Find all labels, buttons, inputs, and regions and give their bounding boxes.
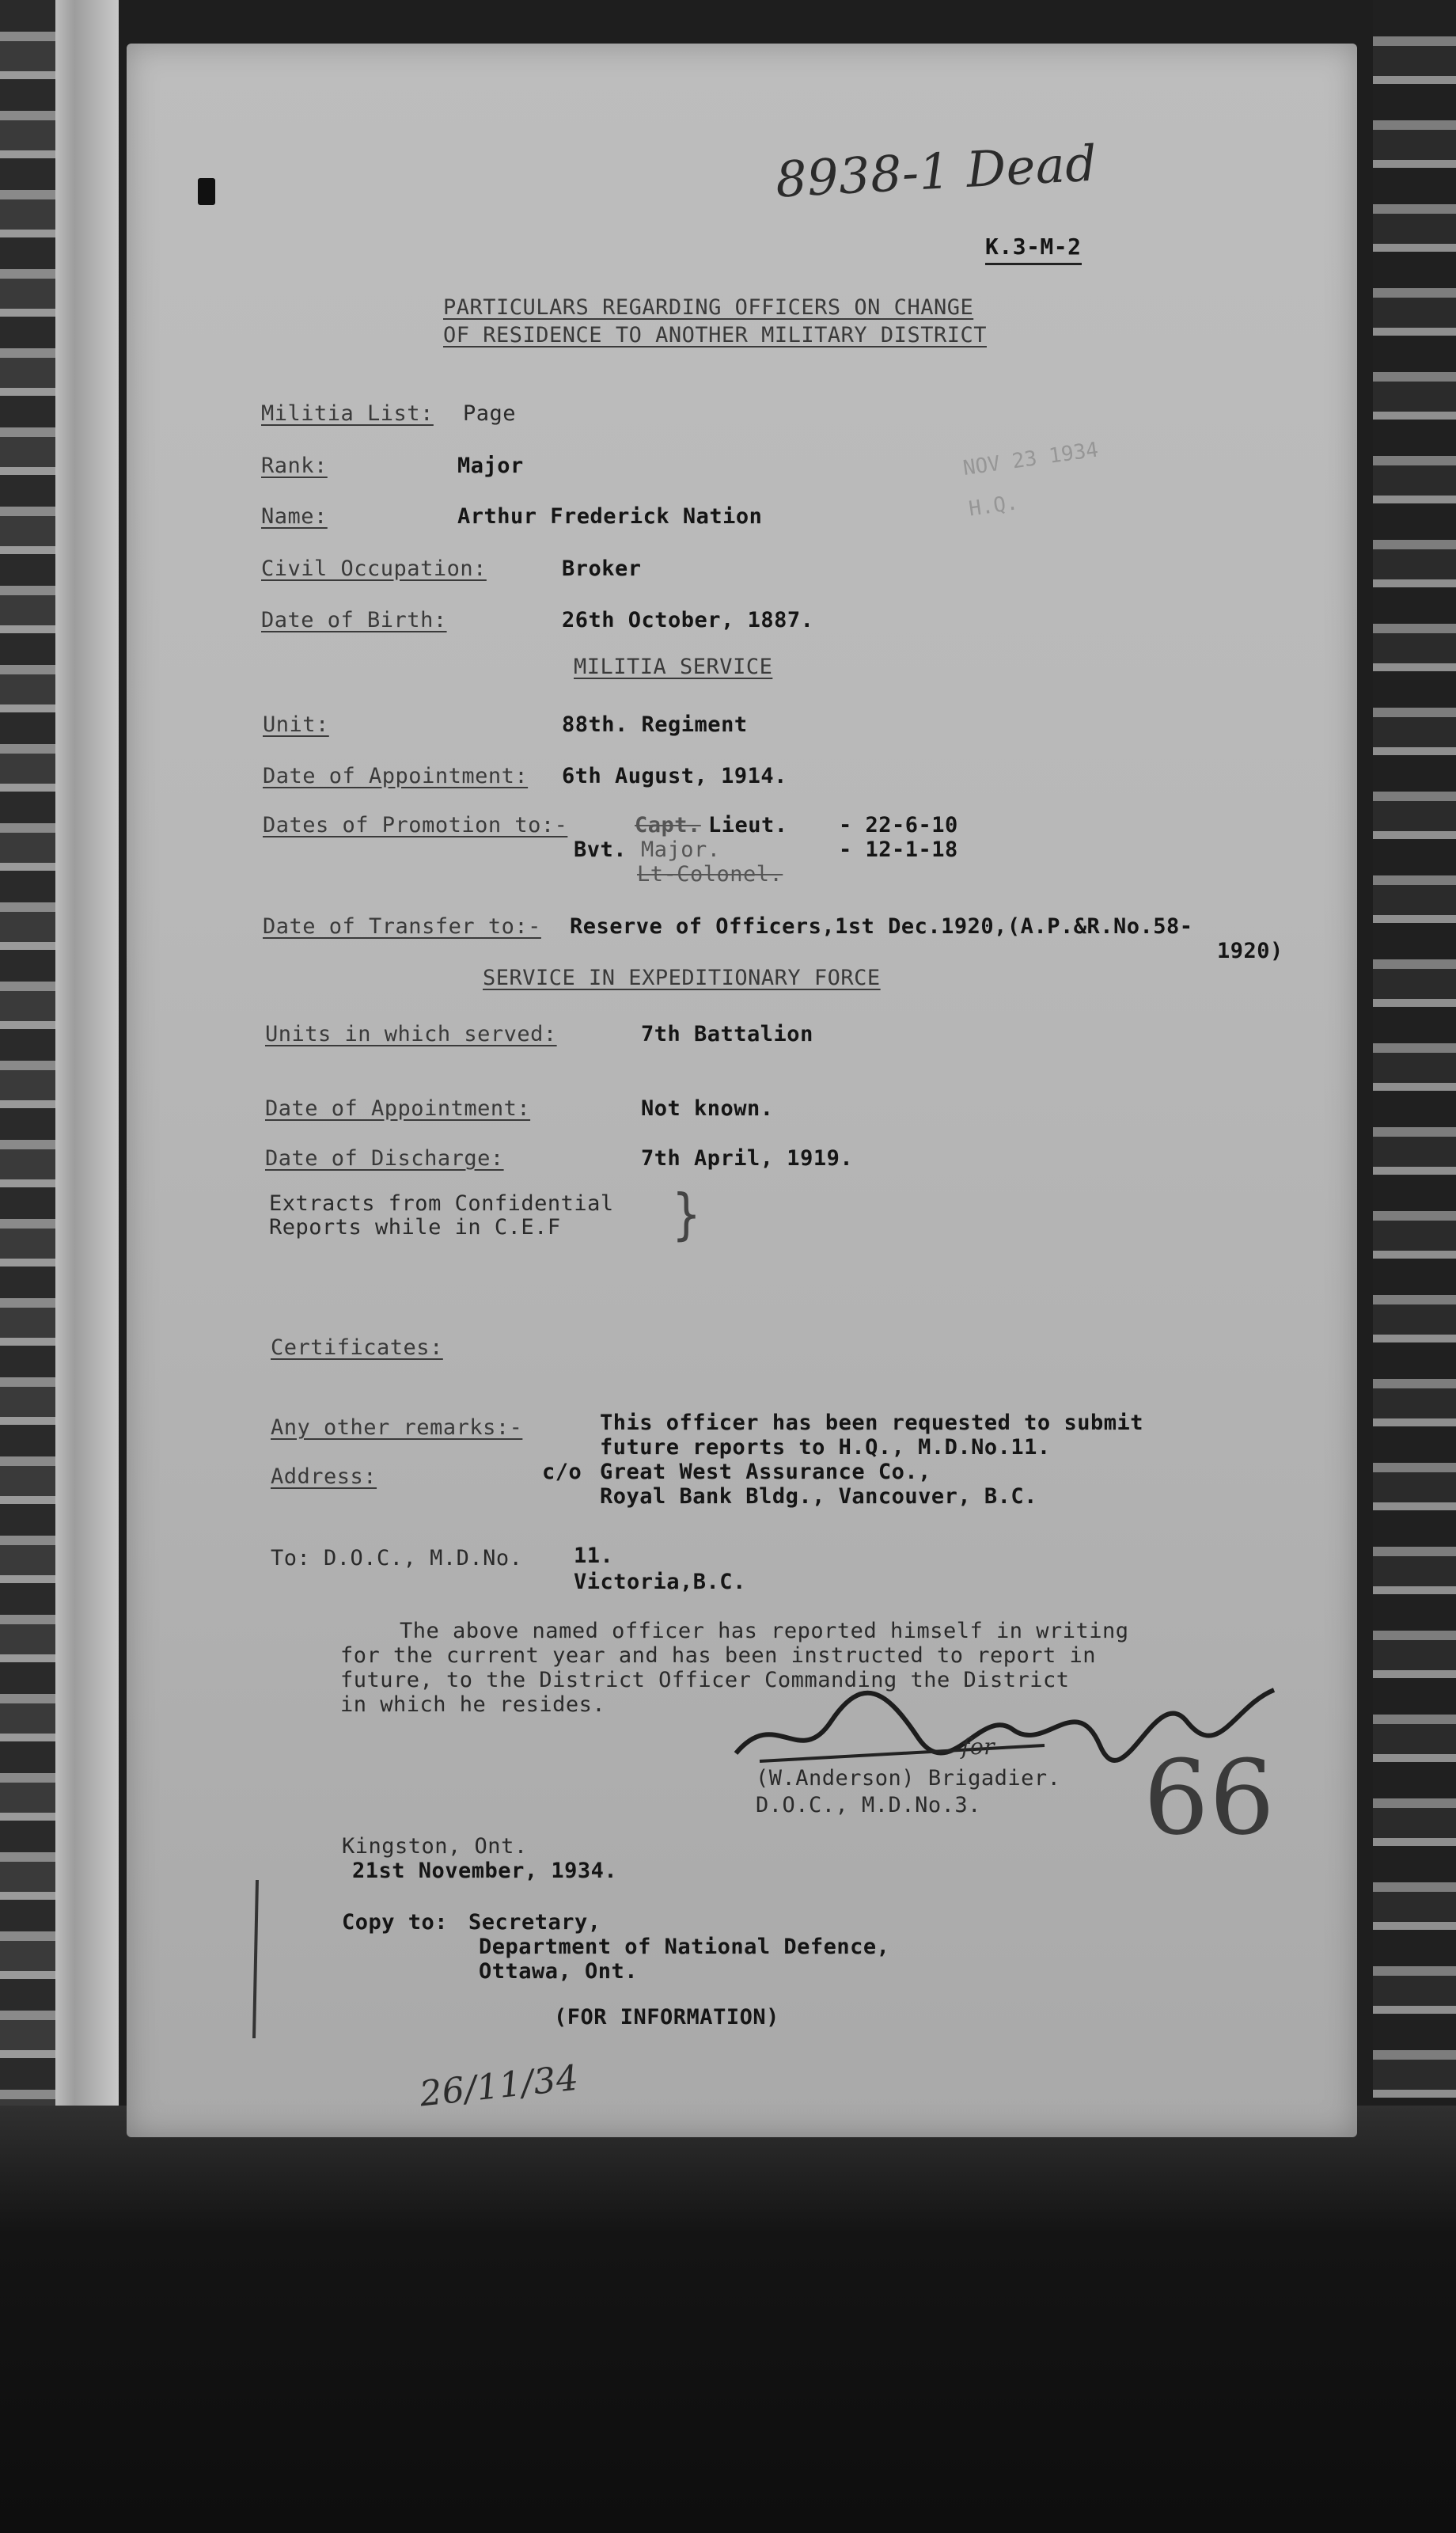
document-heading-line2: OF RESIDENCE TO ANOTHER MILITARY DISTRICT <box>443 323 987 347</box>
promotion-1-date: - 22-6-10 <box>839 813 958 837</box>
promotion-label: Dates of Promotion to:- <box>263 813 568 837</box>
promotion-3-struck: Lt-Colonel. <box>637 862 783 887</box>
copy-line1: Secretary, <box>468 1910 601 1935</box>
to-district: 11. <box>574 1544 614 1568</box>
copy-line2: Department of National Defence, <box>479 1935 890 1959</box>
stamp-date: NOV 23 1934 <box>961 438 1100 481</box>
units-served-label: Units in which served: <box>265 1022 557 1046</box>
signature-for: for <box>961 1734 995 1760</box>
corner-mark <box>198 178 215 205</box>
date-of-birth-label: Date of Birth: <box>261 608 447 632</box>
received-stamp <box>961 438 1105 521</box>
militia-service-heading: MILITIA SERVICE <box>574 655 773 679</box>
civil-occupation-value: Broker <box>562 556 642 581</box>
document-heading-line1: PARTICULARS REGARDING OFFICERS ON CHANGE <box>443 295 974 320</box>
microfilm-shadow <box>0 2106 1456 2533</box>
copy-line3: Ottawa, Ont. <box>479 1959 639 1984</box>
promotion-1-struck: Capt. <box>635 813 701 837</box>
body-line1: The above named officer has reported himself in writing <box>400 1619 1129 1643</box>
promotion-2-date: - 12-1-18 <box>839 837 958 862</box>
civil-occupation-label: Civil Occupation: <box>261 556 487 581</box>
document-page <box>127 44 1357 2137</box>
margin-mark <box>249 1880 265 2038</box>
remarks-line1: This officer has been requested to submit <box>600 1411 1143 1435</box>
copy-to-label: Copy to: <box>342 1910 449 1935</box>
body-line3: future, to the District Officer Commanding the District <box>340 1668 1070 1692</box>
to-doc-label: To: D.O.C., M.D.No. <box>271 1546 523 1570</box>
stamp-office: H.Q. <box>967 491 1020 522</box>
signatory-name: (W.Anderson) Brigadier. <box>756 1766 1061 1791</box>
militia-appointment-label: Date of Appointment: <box>263 764 529 788</box>
address-co: c/o <box>542 1460 582 1484</box>
unit-label: Unit: <box>263 712 329 737</box>
film-edge-left <box>0 0 119 2137</box>
body-line2: for the current year and has been instructed to report in <box>340 1643 1097 1668</box>
discharge-value: 7th April, 1919. <box>641 1146 854 1171</box>
date-of-birth-value: 26th October, 1887. <box>562 608 814 632</box>
extracts-brace: } <box>673 1182 701 1247</box>
address-line2: Royal Bank Bldg., Vancouver, B.C. <box>600 1484 1037 1509</box>
place: Kingston, Ont. <box>342 1834 528 1859</box>
transfer-value: Reserve of Officers,1st Dec.1920,(A.P.&R.No.58- <box>570 914 1193 939</box>
body-line4: in which he resides. <box>340 1692 606 1717</box>
cef-appointment-value: Not known. <box>641 1096 774 1121</box>
cef-heading: SERVICE IN EXPEDITIONARY FORCE <box>483 966 881 990</box>
cef-appointment-label: Date of Appointment: <box>265 1096 531 1121</box>
units-served-value: 7th Battalion <box>641 1022 813 1046</box>
name-value: Arthur Frederick Nation <box>457 504 763 529</box>
signatory-title: D.O.C., M.D.No.3. <box>756 1793 981 1817</box>
to-city: Victoria,B.C. <box>574 1570 746 1594</box>
extracts-line2: Reports while in C.E.F <box>269 1215 561 1240</box>
letter-date: 21st November, 1934. <box>352 1859 618 1883</box>
handwritten-page-number: 66 <box>1143 1737 1276 1858</box>
handwritten-initials-date: 26/11/34 <box>417 2057 581 2115</box>
form-number: K.3-M-2 <box>985 234 1082 265</box>
transfer-value-cont: 1920) <box>1217 939 1283 963</box>
militia-appointment-value: 6th August, 1914. <box>562 764 787 788</box>
unit-value: 88th. Regiment <box>562 712 748 737</box>
extracts-line1: Extracts from Confidential <box>269 1191 614 1216</box>
rank-value: Major <box>457 454 524 478</box>
militia-list-value: Page <box>463 401 517 426</box>
militia-list-label: Militia List: <box>261 401 434 426</box>
transfer-label: Date of Transfer to:- <box>263 914 541 939</box>
address-label: Address: <box>271 1464 377 1489</box>
name-label: Name: <box>261 504 328 529</box>
film-edge-right <box>1373 0 1456 2098</box>
for-information: (FOR INFORMATION) <box>554 2005 779 2030</box>
promotion-1-rank: Lieut. <box>708 813 788 837</box>
remarks-label: Any other remarks:- <box>271 1415 523 1440</box>
remarks-line2: future reports to H.Q., M.D.No.11. <box>600 1435 1051 1460</box>
promotion-2-prefix: Bvt. <box>574 837 628 862</box>
promotion-2-rank: Major. <box>641 837 721 862</box>
rank-label: Rank: <box>261 454 328 478</box>
discharge-label: Date of Discharge: <box>265 1146 504 1171</box>
handwritten-file-number: 8938-1 Dead <box>774 134 1099 209</box>
address-line1: Great West Assurance Co., <box>600 1460 931 1484</box>
certificates-label: Certificates: <box>271 1335 443 1360</box>
